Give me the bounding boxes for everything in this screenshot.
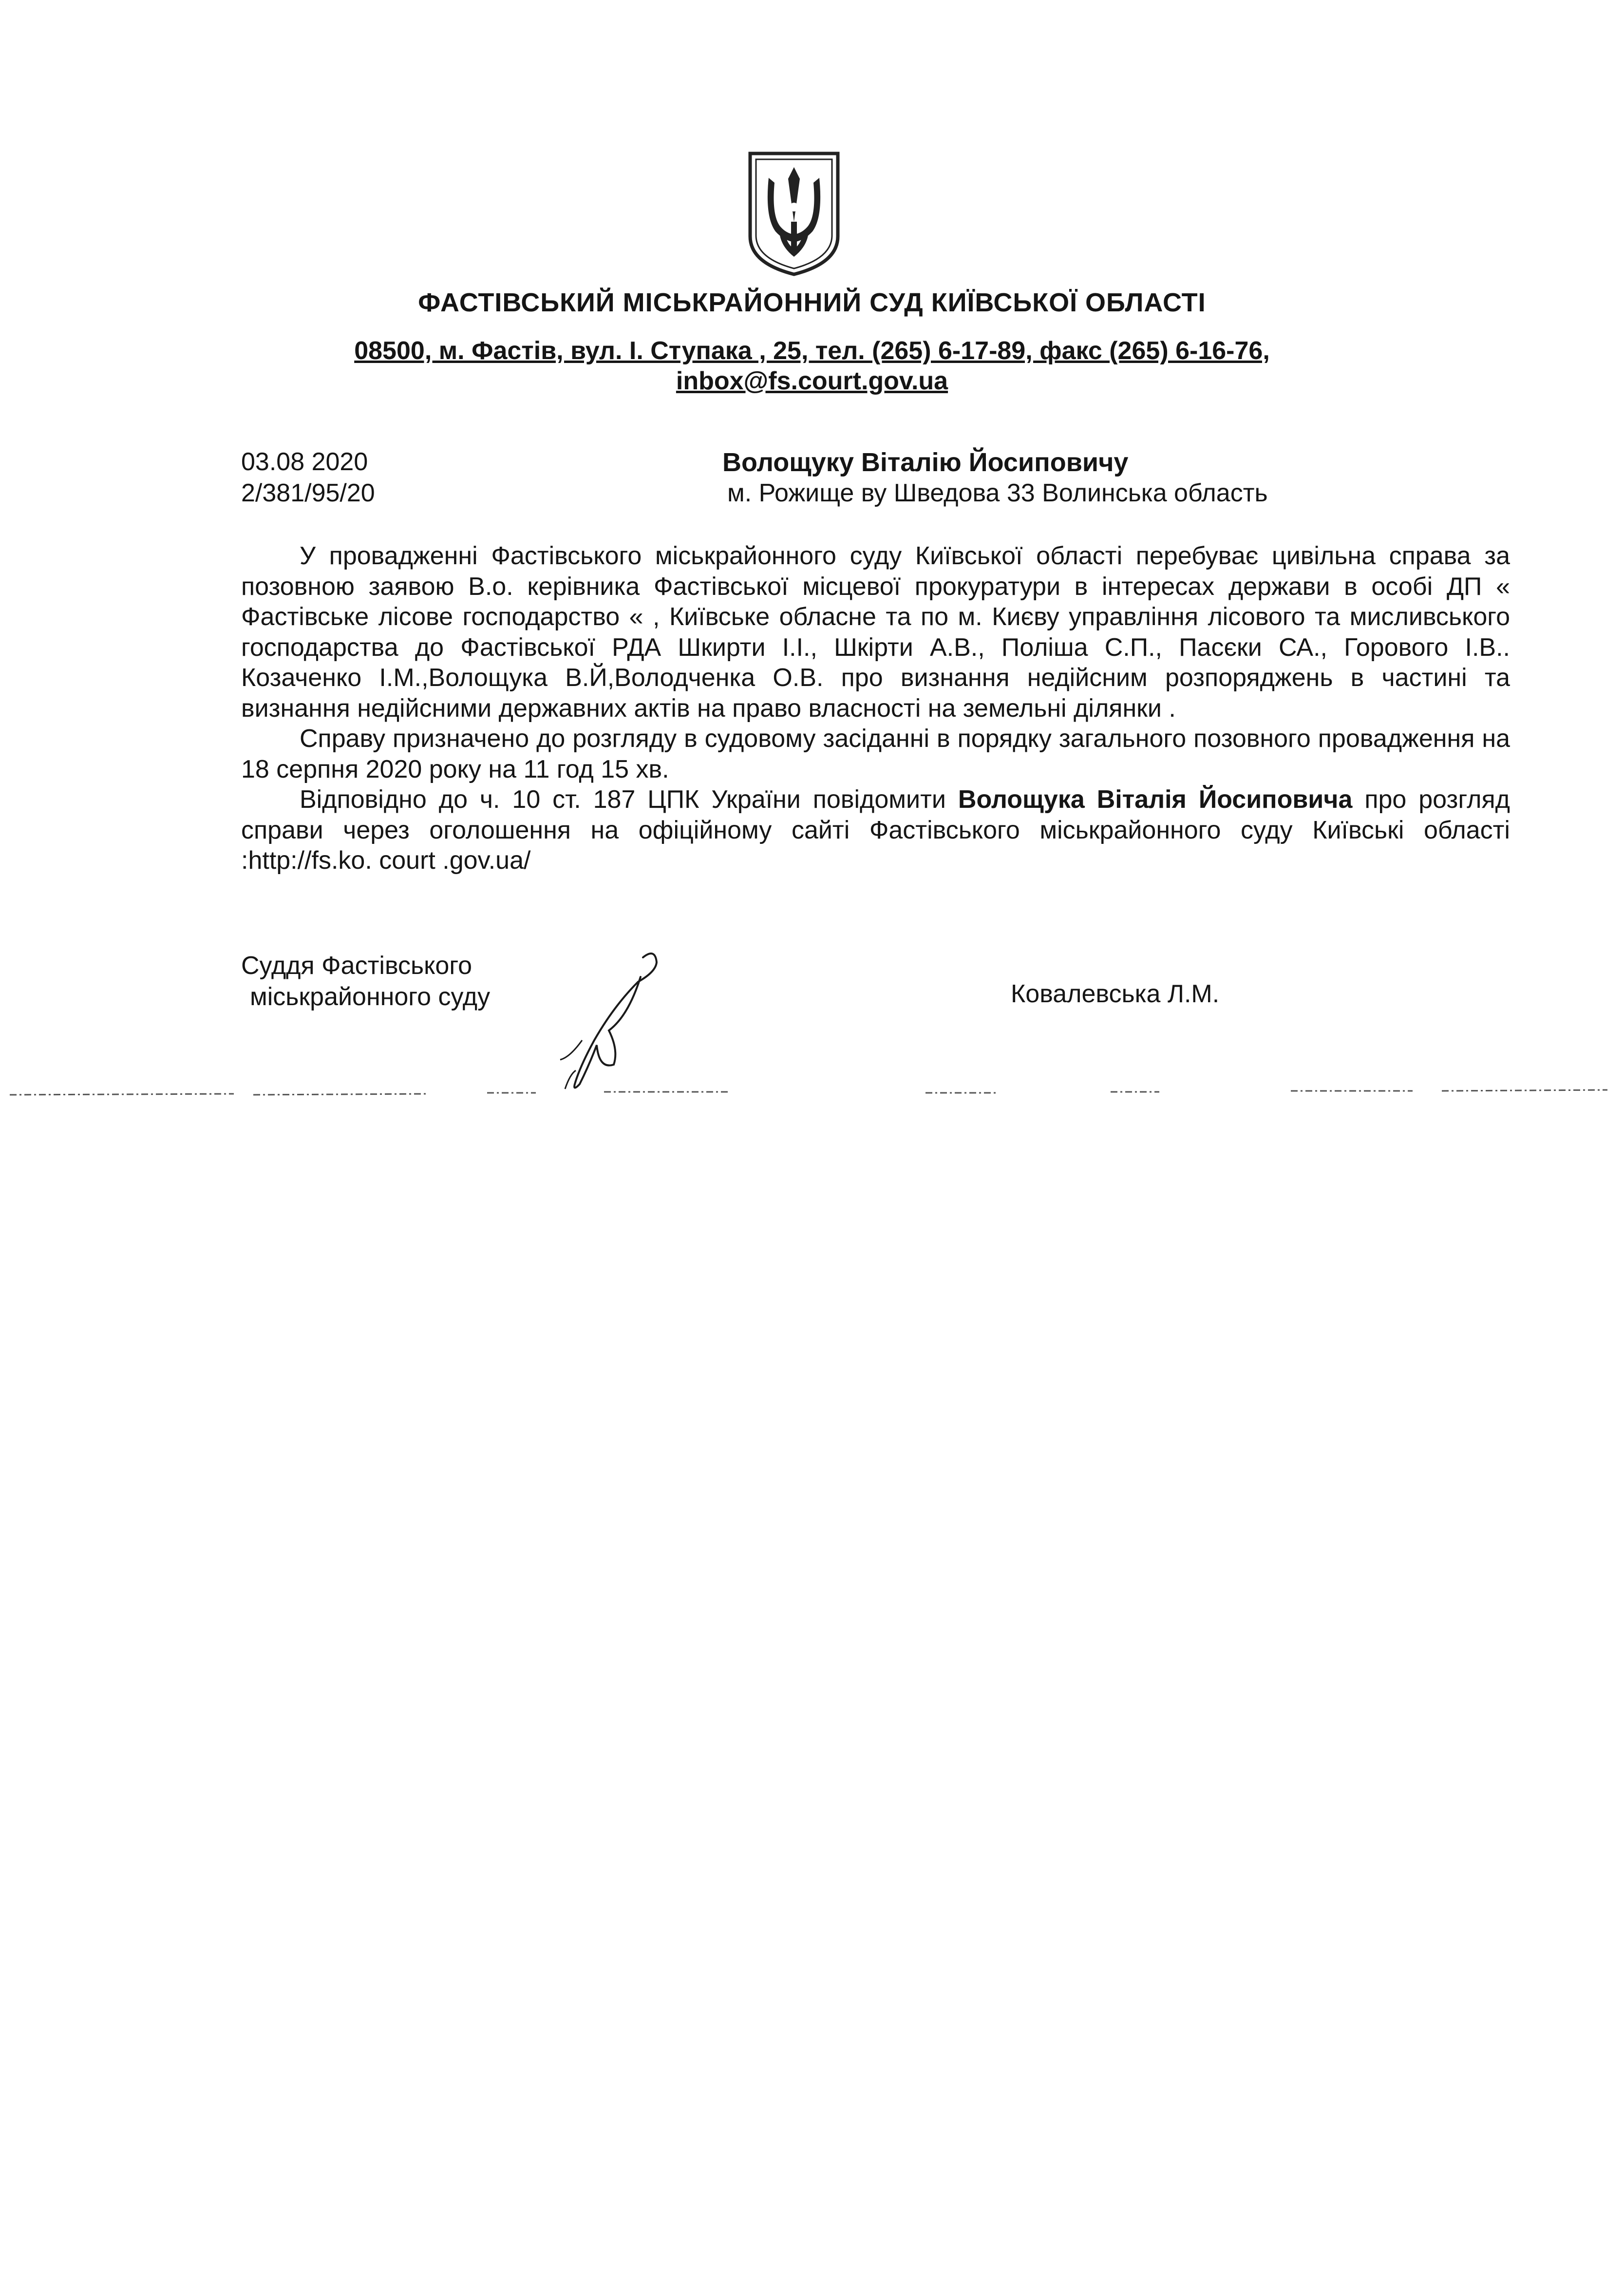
judge-title-line1: Суддя Фастівського [241, 952, 472, 980]
handwritten-signature [541, 943, 667, 1099]
scan-artifact-line [0, 1084, 1624, 1099]
letter-date: 03.08 2020 [241, 448, 368, 476]
letter-body [241, 541, 1510, 876]
recipient-name: Волощуку Віталію Йосиповичу [722, 448, 1129, 477]
recipient-address: м. Рожище ву Шведова 33 Волинська область [727, 479, 1268, 507]
paragraph-notification: Відповідно до ч. 10 ст. 187 ЦПК України повідомити Волощука Віталія Йосиповича про розгляд справи через оголошення на офіційному сайті Фастівського міськрайонного суду Київські області :http://fs.ko. court .gov.ua/ [241, 785, 1511, 875]
judge-title [241, 950, 490, 1012]
judge-title-line2: міськрайонного суду [250, 983, 491, 1011]
notified-person-name: Волощука Віталія Йосиповича [958, 785, 1353, 814]
ukraine-trident-emblem-icon [745, 149, 843, 278]
court-name: ФАСТІВСЬКИЙ МІСЬКРАЙОННИЙ СУД КИЇВСЬКОЇ ОБЛАСТІ [418, 288, 1206, 317]
paragraph-case-description: У провадженні Фастівського міськрайонного суду Київської області перебуває цивільна справа за позовною заявою В.о. керівника Фастівської місцевої прокуратури в інтересах держави в особі ДП « Фастівське лісове господарство « , Київське обласне та по м. Києву управління лісового та мисливського господарства до Фастівської РДА Шкирти І.І., Шкірти А.В., Поліша С.П., Пасєки СА., Горового І.В.. Козаченко І.М.,Волощука В.Й,Володченка О.В. про визнання недійсним розпоряджень в частині та визнання недійсними державних актів на право власності на земельні ділянки . [241, 542, 1510, 723]
judge-name: Ковалевська Л.М. [1011, 980, 1220, 1008]
court-address: 08500, м. Фастів, вул. І. Ступака , 25, тел. (265) 6-17-89, факс (265) 6-16-76, [354, 337, 1270, 365]
paragraph-hearing-date: Справу призначено до розгляду в судовому засіданні в порядку загального позовного провадження на 18 серпня 2020 року на 11 год 15 хв. [241, 725, 1510, 783]
court-email: inbox@fs.court.gov.ua [676, 367, 948, 395]
case-number: 2/381/95/20 [241, 479, 375, 507]
